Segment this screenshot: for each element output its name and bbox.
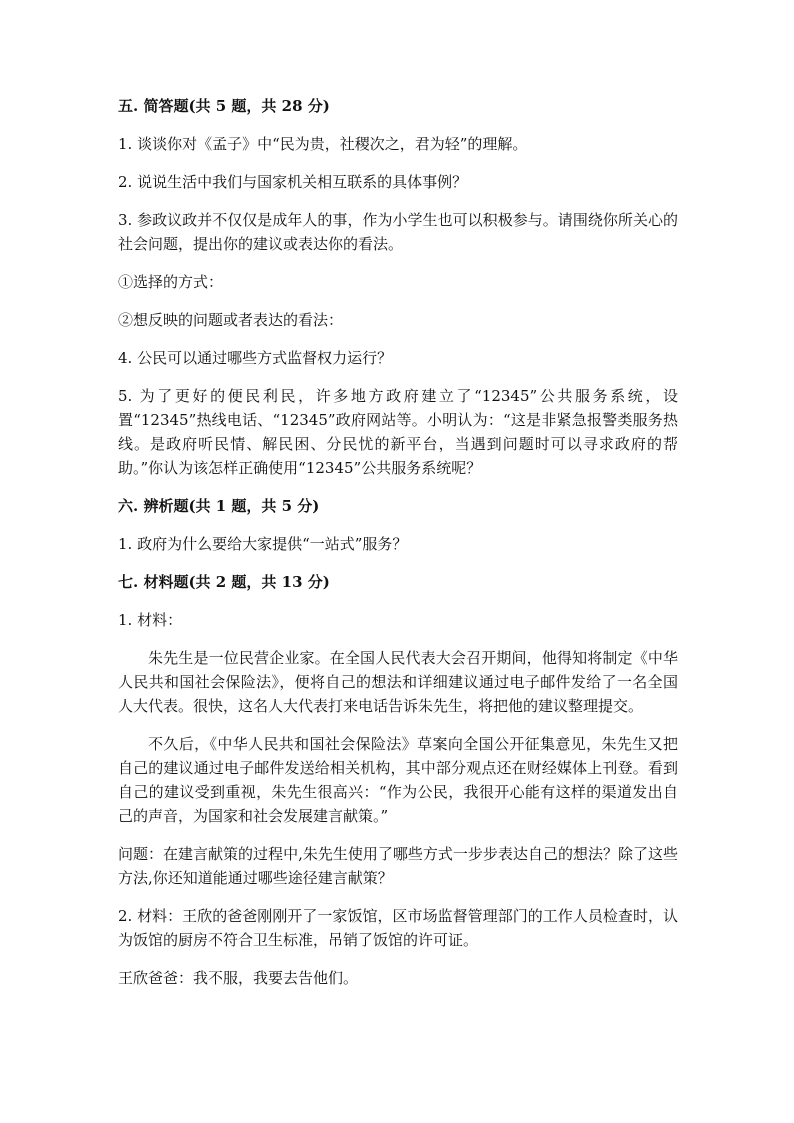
- question-5-3-item-1: ①选择的方式：: [118, 273, 224, 291]
- question-7-2-quote: 王欣爸爸：我不服，我要去告他们。: [118, 969, 359, 987]
- document-page: [118, 94, 678, 1004]
- question-7-1-question: 问题：在建言献策的过程中,朱先生使用了哪些方式一步步表达自己的想法？除了这些方法,你还知道能通过哪些途径建言献策？: [118, 845, 678, 887]
- question-5-2: 2. 说说生活中我们与国家机关相互联系的具体事例？: [118, 173, 468, 191]
- question-5-4: 4. 公民可以通过哪些方式监督权力运行？: [118, 349, 393, 367]
- section-5-heading: 五. 简答题(共 5 题，共 28 分): [118, 97, 330, 115]
- question-5-3: 3. 参政议政并不仅仅是成年人的事，作为小学生也可以积极参与。请围绕你所关心的社会问题，提出你的建议或表达你的看法。: [118, 211, 678, 253]
- section-7-heading: 七. 材料题(共 2 题，共 13 分): [118, 573, 330, 591]
- question-5-5: 5. 为了更好的便民利民，许多地方政府建立了“12345”公共服务系统，设置“12345”热线电话、“12345”政府网站等。小明认为：“这是非紧急报警类服务热线。是政府听民情、解民困、分民忧的新平台，当遇到问题时可以寻求政府的帮助。”你认为该怎样正确使用“12345”公共服务系统呢？: [118, 387, 678, 477]
- question-5-3-item-2: ②想反映的问题或者表达的看法：: [118, 311, 344, 329]
- question-7-1-material-paragraph-1: 朱先生是一位民营企业家。在全国人民代表大会召开期间，他得知将制定《中华人民共和国社会保险法》，便将自己的想法和详细建议通过电子邮件发给了一名全国人大代表。很快，这名人大代表打来电话告诉朱先生，将把他的建议整理提交。: [118, 649, 678, 715]
- question-5-1: 1. 谈谈你对《孟子》中“民为贵，社稷次之，君为轻”的理解。: [118, 135, 528, 153]
- question-7-2-material: 2. 材料：王欣的爸爸刚刚开了一家饭馆，区市场监督管理部门的工作人员检查时，认为饭馆的厨房不符合卫生标准，吊销了饭馆的许可证。: [118, 907, 678, 949]
- question-7-1-label: 1. 材料：: [118, 611, 183, 629]
- question-6-1: 1. 政府为什么要给大家提供“一站式”服务？: [118, 535, 408, 553]
- section-6-heading: 六. 辨析题(共 1 题，共 5 分): [118, 497, 320, 515]
- question-7-1-material-paragraph-2: 不久后，《中华人民共和国社会保险法》草案向全国公开征集意见，朱先生又把自己的建议通过电子邮件发送给相关机构，其中部分观点还在财经媒体上刊登。看到自己的建议受到重视，朱先生很高兴：“作为公民，我很开心能有这样的渠道发出自己的声音，为国家和社会发展建言献策。”: [118, 735, 678, 825]
